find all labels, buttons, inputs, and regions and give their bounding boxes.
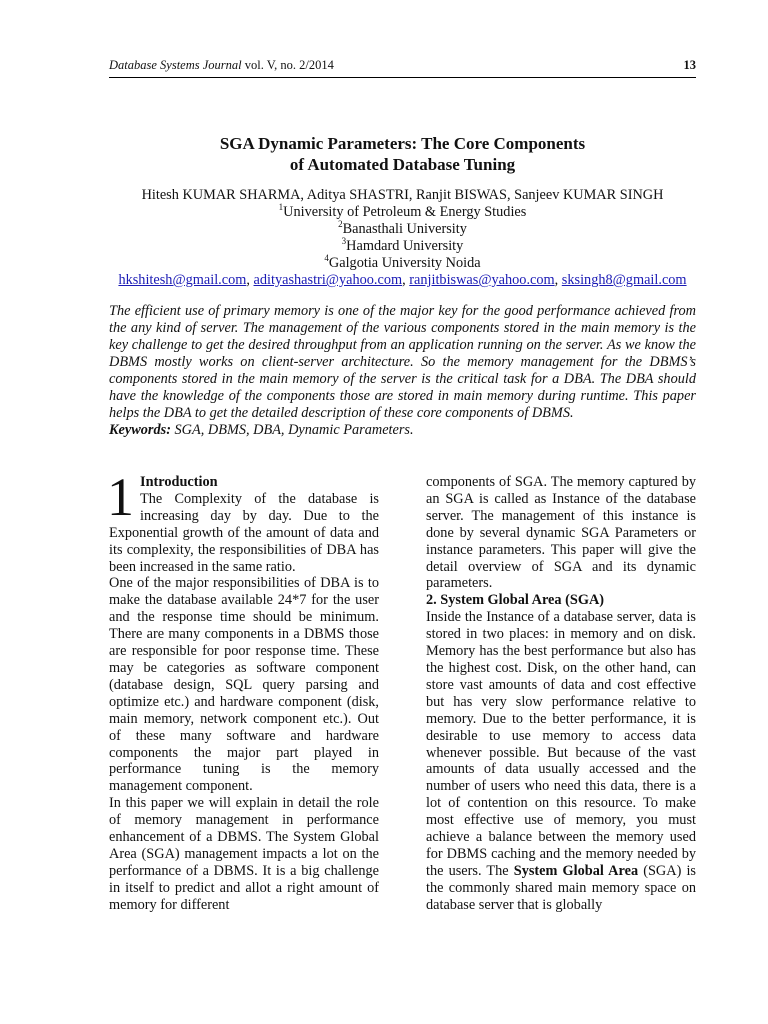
section-2-heading: 2. System Global Area (SGA) [426,592,605,609]
header-rule [109,77,696,78]
section-2-text-start: Inside the Instance of a database server, data is stored in two places: in memory and on disk. Memory has the best performance but also has the highest cost. Disk, on the other hand, can store vast amounts of data and cost effective but has very slow performance relative to memory. Due to the better performance, it is desirable to use memory to access data whenever possible. But because of the vast amounts of data usually accessed and the number of users who need this data, there is a lot of contention on this resource. To make most effective use of memory, you must achieve a balance between the memory used for DBMS caching and the memory needed by the users. The [426,609,696,879]
affiliation-name: Galgotia University Noida [328,255,481,271]
left-column [107,467,379,914]
page-number: 13 [683,58,696,72]
email-link[interactable]: adityashastri@yahoo.com [253,272,403,288]
journal-name: Database Systems Journal [109,58,242,72]
affiliation [109,204,696,221]
email-link[interactable]: hkshitesh@gmail.com [118,272,247,288]
affiliation-number: 4 [324,253,329,263]
section-2-text-end: (SGA) is the commonly shared main memory space on database server that is globally [426,862,696,913]
affiliation-number: 3 [341,236,347,246]
sga-term-bold: System Global Area [513,862,639,879]
keywords-line [109,422,696,439]
intro-paragraph-continued: components of SGA. The memory captured by an SGA is called as Instance of the database server. The management of this instance is done by several dynamic SGA Parameters or instance parameters. This paper will give the detail overview of SGA and its dynamic parameters. [426,474,696,592]
paper-title [109,133,696,175]
author-block [109,187,696,289]
journal-citation [109,58,334,73]
affiliation [109,221,696,238]
email-separator: , [246,272,254,288]
affiliation [109,238,696,255]
keywords-list: SGA, DBMS, DBA, Dynamic Parameters. [170,422,414,438]
title-line-2: of Automated Database Tuning [289,155,516,174]
affiliation-name: Hamdard University [346,238,464,254]
journal-volume-info: vol. V, no. 2/2014 [241,58,334,72]
email-separator: , [554,272,562,288]
affiliation-name: University of Petroleum & Energy Studies [283,204,527,220]
abstract-text: The efficient use of primary memory is one of the major key for the good performance achieved from the any kind of server. The management of the various components stored in the main memory is the key challenge to get the desired throughput from an application running on the server. As we know the DBMS mostly works on client-server architecture. So the memory management for the DBMS’s components stored in the main memory of the server is the critical task for a DBA. The DBA should have the knowledge of the components those are stored in main memory during runtime. This paper helps the DBA to get the detailed description of these core components of DBMS. [109,303,696,421]
intro-paragraph-1: The Complexity of the database is increasing day by day. Due to the Exponential growth of the amount of data and its complexity, the responsibilities of DBA has been increased in the same ratio. [109,490,379,575]
author-names: Hitesh KUMAR SHARMA, Aditya SHASTRI, Ranjit BISWAS, Sanjeev KUMAR SINGH [141,187,664,203]
right-column [426,474,696,914]
running-header [109,58,696,76]
affiliation-number: 1 [278,202,284,212]
email-list [109,272,696,289]
introduction-heading: Introduction [140,474,218,490]
title-line-1: SGA Dynamic Parameters: The Core Components [219,134,586,153]
intro-paragraph-3: In this paper we will explain in detail the role of memory management in performance enhancement of a DBMS. The System Global Area (SGA) management impacts a lot on the performance of a DBMS. It is a big challenge in itself to predict and allot a right amount of memory for different [109,795,379,913]
email-link[interactable]: ranjitbiswas@yahoo.com [409,272,555,288]
section-2-paragraph [426,609,696,913]
email-link[interactable]: sksingh8@gmail.com [561,272,687,288]
affiliation-name: Banasthali University [342,221,467,237]
section-number-dropcap: 1 [107,467,134,527]
keywords-label: Keywords: [109,422,171,438]
affiliation-number: 2 [338,219,343,229]
email-separator: , [402,272,410,288]
abstract [109,303,696,439]
affiliation [109,255,696,272]
intro-paragraph-2: One of the major responsibilities of DBA is to make the database available 24*7 for the user and the response time should be minimum. There are many components in a DBMS those are responsible for poor response time. These may be categories as software component (database design, SQL query parsing and optimize etc.) and hardware component (disk, main memory, network component etc.). Out of these many software and hardware components the major part played in performance tuning is the memory management component. [109,575,379,795]
